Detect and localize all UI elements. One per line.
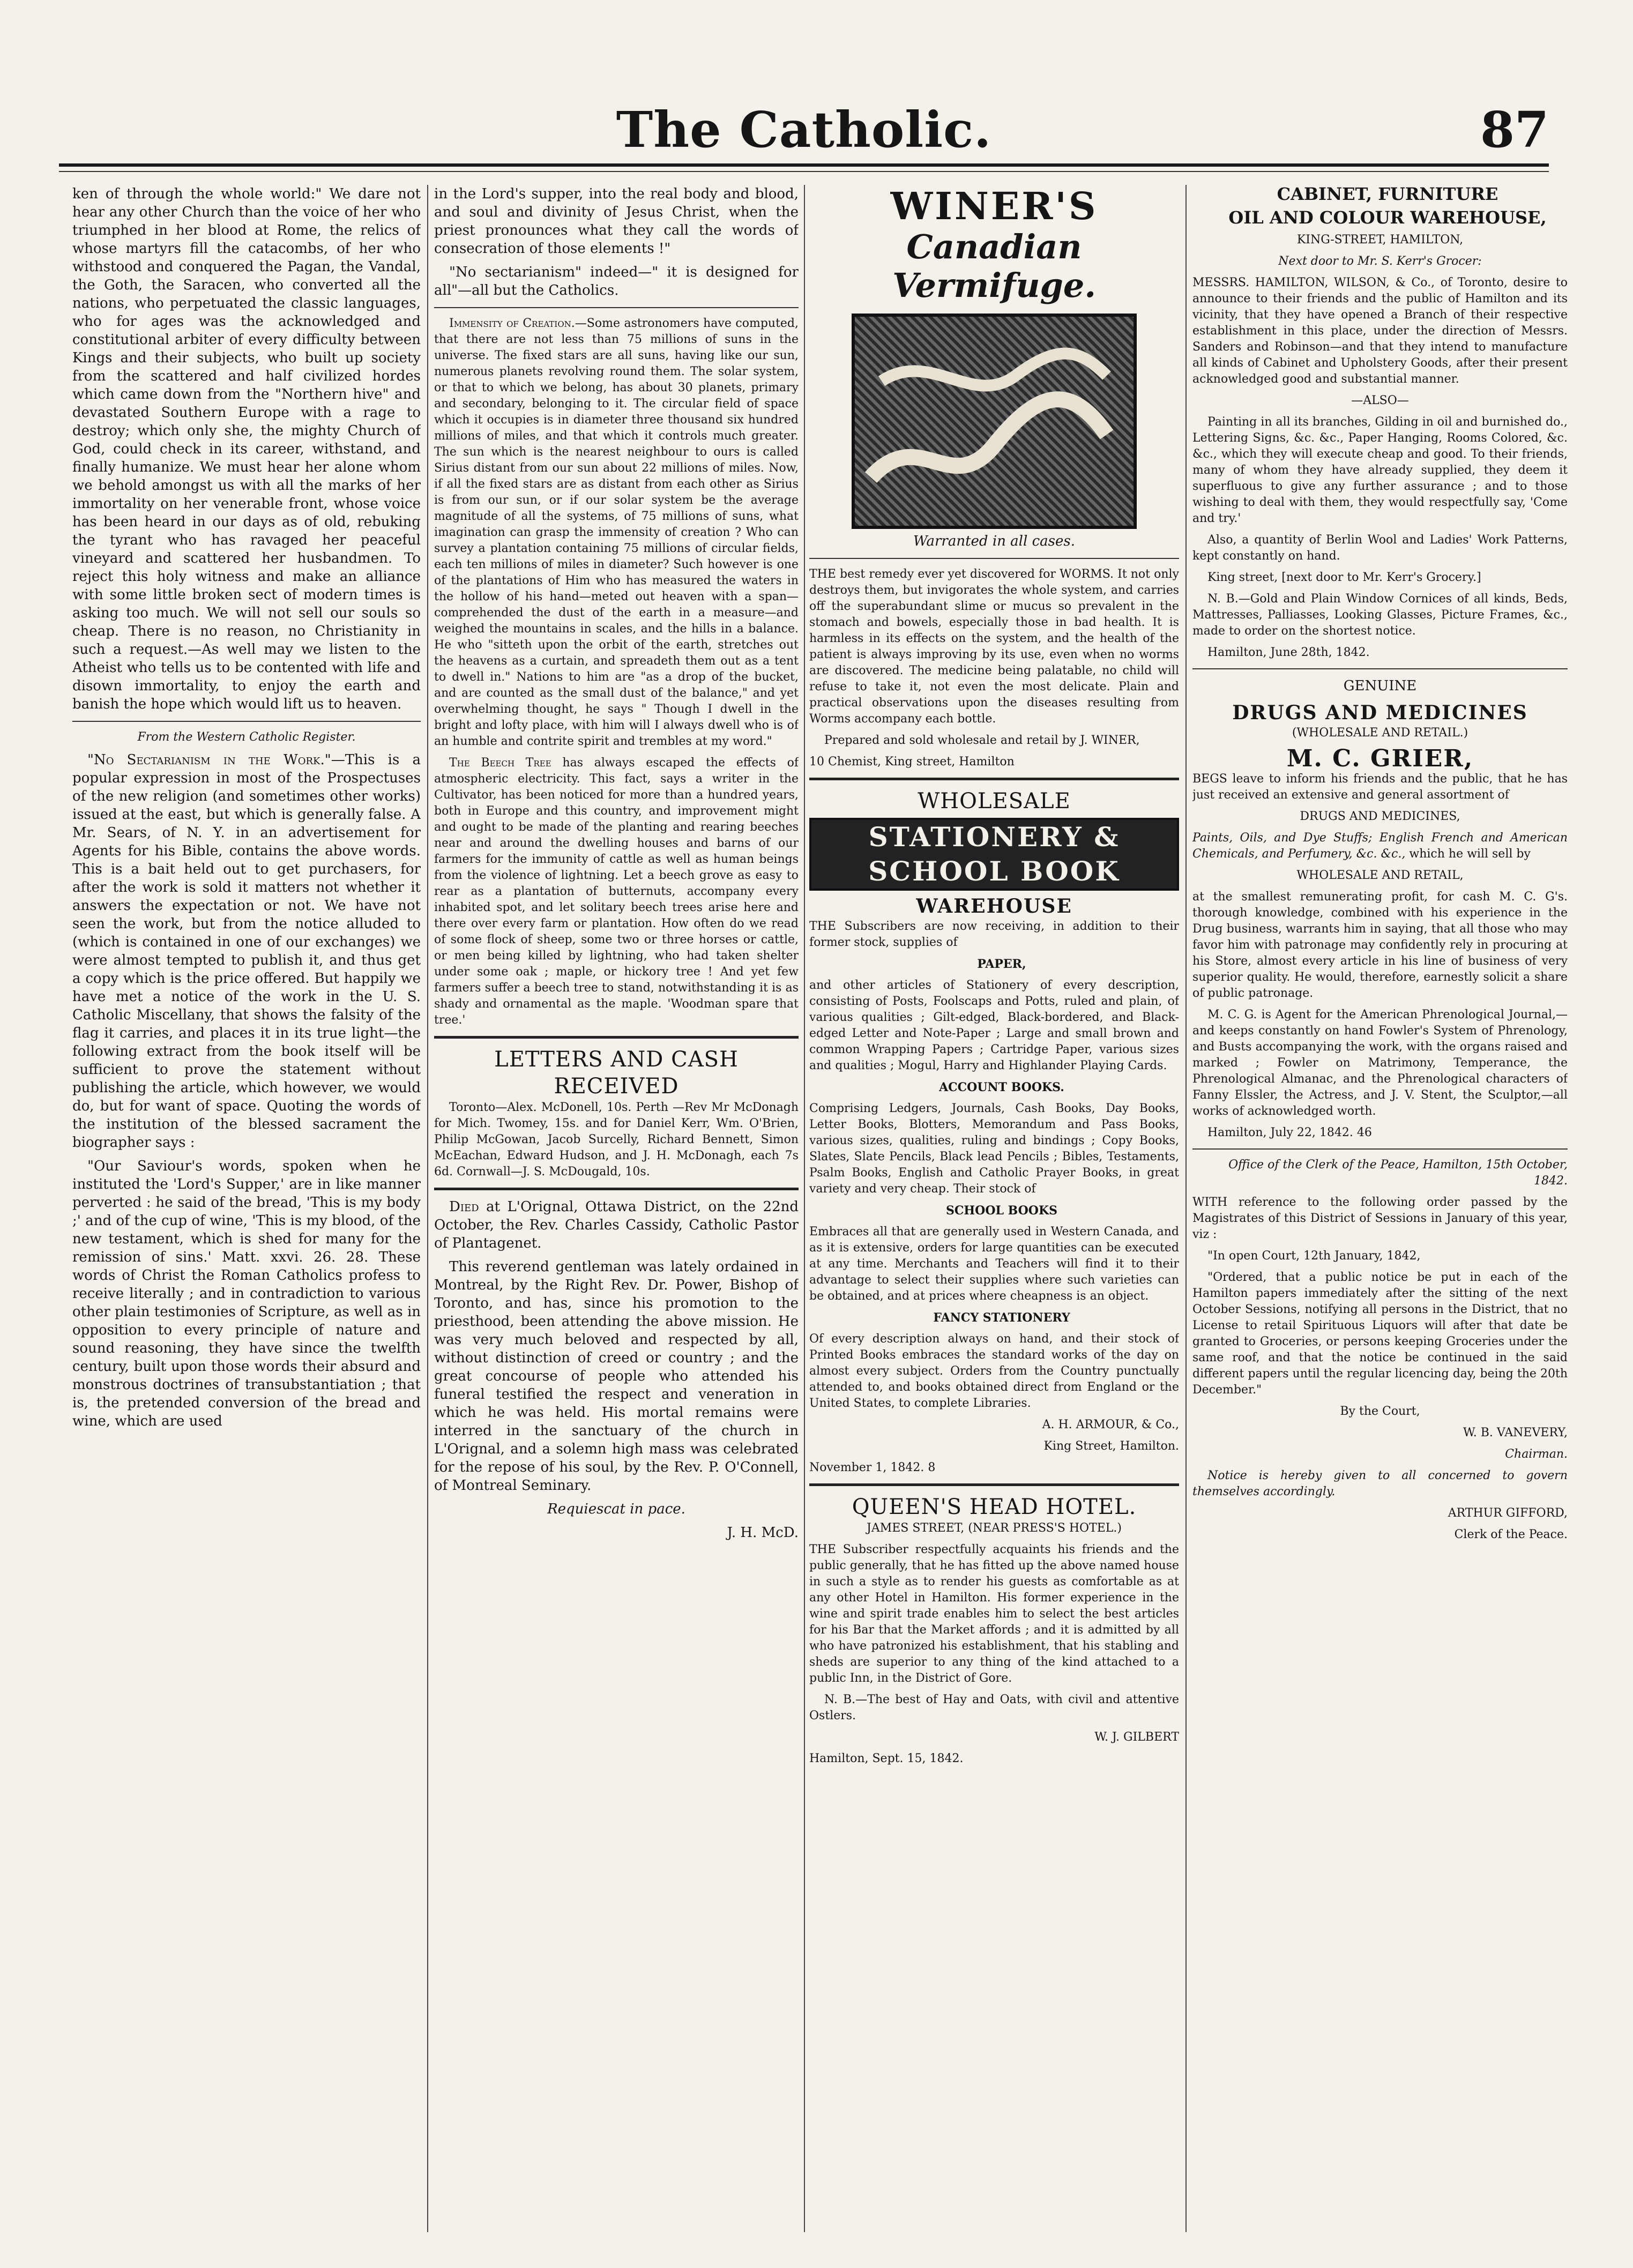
divider [434,307,799,308]
ad-body: M. C. G. is Agent for the American Phrenological Journal,—and keeps constantly on hand Fowler's System of Phrenology, and Busts accompanying the work, with the organs raised and marked ; Fowler on Matrimony, Temperance, the Phrenological Almanac, and the Phrenological characters of Fanny Elssler, the Actress, and J. V. Stent, the Sculptor,—all works of acknowledged worth. [1192,1008,1568,1118]
ad-body: MESSRS. HAMILTON, WILSON, & Co., of Toronto, desire to announce to their friends and the public of Hamilton and its vicinity, that they have opened a Branch of their respective establishment in this place, under the direction of Messrs. Sanders and Robinson—and that they intend to manufacture all kinds of Cabinet and Upholstery Goods, after their present acknowledged good and substantial manner. [1192,276,1568,386]
section-heading: LETTERS AND CASH RECEIVED [494,1047,739,1099]
article-text [72,751,421,1152]
ad-subtitle: Canadian Vermifuge. [892,227,1096,305]
column-3 [809,185,1179,2232]
article-text [434,755,799,1028]
letters-list: Toronto—Alex. McDonell, 10s. Perth —Rev Mr McDonagh for Mich. Twomey, 15s. and for Daniel Kerr, Wm. O'Brien, Philip McGowan, Jacob Surcelly, Richard Bennett, Simon McEachan, Edward Hudson, and J. H. McDonagh, each 7s 6d. Cornwall—J. S. McDougald, 10s. [434,1101,799,1178]
article-lead: "No Sectarianism in the Work." [87,752,331,768]
ad-body: Also, a quantity of Berlin Wool and Ladies' Work Patterns, kept constantly on hand. [1192,533,1568,563]
ad-heading: CABINET, FURNITURE [1277,185,1498,204]
masthead-rule [59,171,1549,172]
article-quote: "Our Saviour's words, spoken when he instituted the 'Lord's Supper,' are in like manner perverted : he said of the bread, 'This is my body ;' and of the cup of wine, 'This is my blood, of the new testament, which is shed for many for the remission of sins.' Matt. xxvi. 26. 28. These words of Christ the Roman Catholics profess to receive literally ; and in contradiction to various other plain testimonies of Scripture, as well as in opposition to every principle of nature and sound reasoning, they have since the twelfth century, built upon those words their absurd and monstrous doctrines of transubstantiation ; that is, the pretended conversion of the bread and wine, which are used [72,1158,421,1429]
ad-subheading: SCHOOL BOOKS [946,1204,1057,1218]
article-body: has always escaped the effects of atmospheric electricity. This fact, says a writer in the Cultivator, has been noticed for more than a hundred years, both in Europe and this country, and improvement might and ought to be made of the planting and rearing beeches near and around the dwelling houses and barns of our farmers for the immunity of cattle as well as human beings from the violence of lightning. Let a beech grove as easy to rear as a plantation of butternuts, accompany every inhabited spot, and let solitary beech trees arise here and there over every farm or plantation. How often do we read of some flock of sheep, some two or three horses or cattle, or men being killed by lightning, who had taken shelter under some oak ; maple, or hickory tree ! And yet few farmers suffer a beech tree to stand, notwithstanding it is as shady and ornamental as the maple. 'Woodman spare that tree.' [434,756,799,1027]
ad-heading: WAREHOUSE [916,895,1072,917]
notice-body: WITH reference to the following order passed by the Magistrates of this District of Sessions in January of this year, viz : [1192,1196,1568,1241]
notice-body: "Ordered, that a public notice be put in each of the Hamilton papers immediately after the sitting of the next October Sessions, notifying all persons in the District, that no License to retail Spirituous Liquors will after that date be granted to Groceries, or persons keeping Groceries under the same roof, and that the notice be continued in the said different papers until the regular licencing day, being the 20th December." [1192,1271,1568,1397]
divider [434,1188,799,1190]
obituary-text [434,1198,799,1252]
ad-body: BEGS leave to inform his friends and the public, that he has just received an extensive and general assortment of [1192,772,1568,802]
page-title: The Catholic. [616,101,992,159]
article-text: ken of through the whole world:" We dare not hear any other Church than the voice of her who triumphed in her blood at Rome, the relics of whose martyrs fill the catacombs, of her who withstood and conquered the Pagan, the Vandal, the Goth, the Saracen, who converted all the nations, who perpetuated the classic languages, who for ages was the acknowledged and constitutional arbiter of every difficulty between Kings and their subjects, who built up society from the scattered and half civilized hordes which came down from the "Northern hive" and devastated Southern Europe with a rage to destroy; which only she, the mighty Church of God, could check in its career, withstand, and finally humanize. We must hear her alone whom we behold amongst us with all the marks of her immortality on her venerable front, whose voice has been heard in our days as of old, rebuking the tyrant who has ravaged her peaceful vineyard and scattered her husbandmen. To reject this holy witness and make an alliance with some little broken sect of modern times is asking too much. We will not sell our souls so cheap. There is no reason, no Christianity in such a request.—As well may we listen to the Atheist who tells us to be contented with life and disown immortality, to enjoy the earth and banish the hope which would lift us to heaven. [72,186,421,712]
divider [1192,1148,1568,1150]
ad-subheading: DRUGS AND MEDICINES, [1300,810,1460,823]
ad-body: at the smallest remunerating profit, for cash M. C. G's. thorough knowledge, combined with his experience in the Drug business, warrants him in saying, that all those who may favor him with patronage may confidently rely in procuring at his Store, almost every article in his line of business of very superior quality. He would, therefore, earnestly solicit a share of public patronage. [1192,890,1568,1000]
notice-signature: W. B. VANEVERY, [1463,1426,1568,1439]
signature: J. H. McD. [727,1525,799,1541]
ad-heading: DRUGS AND MEDICINES [1232,702,1528,724]
ad-banner: STATIONERY & SCHOOL BOOK [809,818,1179,891]
ad-body: Embraces all that are generally used in Western Canada, and as it is extensive, orders for large quantities can be executed at any time. Merchants and Teachers will find it to their advantage to select their supplies where such varieties can be obtained, and at prices where cheapness is an object. [809,1225,1179,1303]
ad-date: November 1, 1842. 8 [809,1461,936,1474]
obituary-text: This reverend gentleman was lately ordained in Montreal, by the Right Rev. Dr. Power, Bishop of Toronto, and has, since his promotion to the priesthood, been attending the above mission. He was very much beloved and respected by all, without distinction of creed or country ; and the great concourse of people who attended his funeral testified the respect and veneration in which he was held. His mortal remains were interred in the sanctuary of the church in L'Orignal, and a solemn high mass was celebrated for the repose of his soul, by the Rev. P. O'Connell, of Montreal Seminary. [434,1259,799,1494]
ad-title: WINER'S [890,185,1098,228]
divider [809,1483,1179,1486]
divider [1192,668,1568,669]
ad-body: King street, [next door to Mr. Kerr's Grocery.] [1207,571,1481,584]
article-source: From the Western Catholic Register. [137,730,356,744]
ad-heading: OIL AND COLOUR WAREHOUSE, [1228,207,1547,228]
page-number: 87 [1480,101,1549,159]
column-4 [1192,185,1568,2232]
ad-date: Hamilton, July 22, 1842. 46 [1207,1126,1372,1139]
ad-body: Prepared and sold wholesale and retail by J. WINER, [824,734,1140,747]
ad-signature: W. J. GILBERT [1094,1730,1179,1744]
ad-subheading: FANCY STATIONERY [933,1311,1070,1325]
ad-subheading: KING-STREET, HAMILTON, [1296,233,1464,247]
ad-address: King Street, Hamilton. [1043,1439,1179,1453]
ad-subheading: —ALSO— [1351,394,1409,407]
article-lead: Immensity of Creation. [449,317,575,330]
ad-subheading: (WHOLESALE AND RETAIL.) [1292,726,1468,740]
ad-subheading: ACCOUNT BOOKS. [939,1080,1064,1094]
divider [434,1036,799,1039]
divider [809,558,1179,559]
notice-body: By the Court, [1340,1405,1420,1418]
article-body: at L'Orignal, Ottawa District, on the 22nd October, the Rev. Charles Cassidy, Catholic Pastor of Plantagenet. [434,1199,799,1251]
worm-icon [855,317,1127,519]
notice-signature: ARTHUR GIFFORD, [1448,1506,1568,1520]
ad-signature: A. H. ARMOUR, & Co., [1042,1418,1179,1431]
ad-body: THE best remedy ever yet discovered for WORMS. It not only destroys them, but invigorates the whole system, and carries off the superabundant slime or mucus so prevalent in the stomach and bowels, especially those in bad health. It is harmless in its effects on the system, and the health of the patient is always improving by its use, even when no worms are discovered. The medicine being palatable, no child will refuse to take it, not even the most delicate. Plain and practical observations upon the diseases resulting from Worms accompany each bottle. [809,568,1179,726]
ad-heading: GENUINE [1343,678,1417,694]
ad-body: THE Subscriber respectfully acquaints his friends and the public generally, that he has fitted up the above named house in such a style as to render his guests as comfortable as at any other Hotel in Hamilton. His former experience in the wine and spirit trade enables him to select the best articles for his Bar that the Market affords ; and it is admitted by all who have patronized his establishment, that his stabling and sheds are superior to any thing of the kind attached to a public Inn, in the District of Gore. [809,1543,1179,1685]
column-divider [1185,185,1187,2232]
ad-body: N. B.—Gold and Plain Window Cornices of all kinds, Beds, Mattresses, Palliasses, Looking Glasses, Picture Frames, &c., made to order on the shortest notice. [1192,592,1568,638]
divider [72,721,421,722]
ad-body: Painting in all its branches, Gilding in oil and burnished do., Lettering Signs, &c. &c., Paper Hanging, Rooms Colored, &c. &c., which they will execute cheap and good. To their friends, many of whom they have already supplied, they deem it superfluous to give any further assurance ; and to those wishing to deal with them, they would respectfully say, 'Come and try.' [1192,415,1568,525]
ad-text: which he will sell by [1409,847,1531,861]
ad-subheading: WHOLESALE AND RETAIL, [1296,869,1464,882]
column-divider [804,185,805,2232]
divider [809,778,1179,780]
ad-italic: Paints, Oils, and Dye Stuffs; English French and American Chemicals, and Perfumery, &c. &c., [1192,831,1568,861]
article-text [434,316,799,750]
article-body: —Some astronomers have computed, that there are not less than 75 millions of suns in the universe. The fixed stars are all suns, having like our sun, numerous planets revolving round them. The solar system, or that to which we belong, has about 30 planets, primary and secondary, belonging to it. The circular field of space which it occupies is in diameter three thousand six hundred millions of miles, and that which it controls much greater. The sun which is the nearest neighbour to ours is called Sirius distant from our sun about 22 millions of miles. Now, if all the fixed stars are as distant from each other as Sirius is from our sun, or if our solar system be the average magnitude of all the systems, of 75 millions of suns, what imagination can grasp the immensity of creation ? Who can survey a plantation containing 75 millions of circular fields, each ten millions of miles in diameter? Such however is one of the plantations of Him who has measured the waters in the hollow of his hand—meted out heaven with a span—comprehended the dust of the earth in a measure—and weighed the mountains in scales, and the hills in a balance. He who "sitteth upon the orbit of the earth, stretches out the heavens as a curtain, and spreadeth them out as a tent to dwell in." Nations to him are "as a drop of the bucket, and are counted as the small dust of the balance," and yet overwhelming thought, he says " Though I dwell in the bright and lofty place, with him will I always dwell who is of an humble and contrite spirit and trembles at my word." [434,317,799,748]
ad-heading: WHOLESALE [918,789,1071,814]
notice-title: Clerk of the Peace. [1454,1528,1568,1541]
article-text: "No sectarianism" indeed—" it is designed for all"—all but the Catholics. [434,264,799,299]
ad-date: Hamilton, Sept. 15, 1842. [809,1752,964,1765]
article-text: in the Lord's supper, into the real body and blood, and soul and divinity of Jesus Christ, when the priest pronounces what they call the words of consecration of those elements !" [434,186,799,257]
notice-body: "In open Court, 12th January, 1842, [1207,1249,1421,1263]
ad-subheading: Next door to Mr. S. Kerr's Grocer: [1278,255,1482,268]
ad-body: THE Subscribers are now receiving, in addition to their former stock, supplies of [809,920,1179,949]
notice-heading: Office of the Clerk of the Peace, Hamilton, 15th October, 1842. [1228,1158,1568,1188]
ad-body: Comprising Ledgers, Journals, Cash Books, Day Books, Letter Books, Blotters, Memorandum and Pass Books, various sizes, qualities, ruling and bindings ; Copy Books, Slates, Slate Pencils, Black lead Pencils ; Bibles, Testaments, Psalm Books, English and Catholic Prayer Books, in great variety and very cheap. Their stock of [809,1102,1179,1196]
ad-body: N. B.—The best of Hay and Oats, with civil and attentive Ostlers. [809,1693,1179,1722]
notice-title: Chairman. [1505,1448,1568,1461]
column-1 [72,185,421,2232]
requiescat: Requiescat in pace. [547,1501,685,1517]
ad-caption: Warranted in all cases. [913,533,1075,549]
ad-subheading: JAMES STREET, (NEAR PRESS'S HOTEL.) [867,1521,1122,1535]
ad-body: Of every description always on hand, and their stock of Printed Books embraces the standard works of the day on almost every subject. Orders from the Country punctually attended to, and books obtained direct from England or the United States, to complete Libraries. [809,1332,1179,1410]
ad-body [1192,830,1568,862]
ad-body: and other articles of Stationery of every description, consisting of Posts, Foolscaps and Potts, ruled and plain, of various qualities ; Gilt-edged, Black-bordered, and Black-edged Letter and Note-Paper ; Large and small brown and common Wrapping Papers ; Cartridge Paper, various sizes and qualities ; Mogul, Harry and Highlander Playing Cards. [809,979,1179,1072]
article-lead: The Beech Tree [449,756,551,770]
column-2 [434,185,799,2232]
ad-heading: QUEEN'S HEAD HOTEL. [852,1495,1137,1519]
ad-subheading: PAPER, [977,957,1026,971]
ad-heading: M. C. GRIER, [1286,745,1474,772]
notice-body: Notice is hereby given to all concerned to govern themselves accordingly. [1192,1469,1568,1498]
article-lead: Died [449,1199,479,1215]
ad-address: 10 Chemist, King street, Hamilton [809,755,1015,769]
article-body: —This is a popular expression in most of the Prospectuses of the new religion (and sometimes other works) issued at the east, but which is generally false. A Mr. Sears, of N. Y. in an advertisement for Agents for his Bible, contains the above words. This is a bait held out to get purchasers, for after the work is sold it matters not whether it answers the expectation or not. We have not seen the work, but from the notice alluded to (which is contained in one of our exchanges) we were almost tempted to publish it, and thus get a copy which is the price offered. But happily we have met a notice of the work in the U. S. Catholic Miscellany, that shows the falsity of the flag it carries, and places it in its true light—the following extract from the book itself will be sufficient to prove the statement without publishing the article, which however, we would do, but for want of space. Quoting the words of the institution of the blessed sacrament the biographer says : [72,752,421,1151]
column-divider [427,185,428,2232]
ad-date: Hamilton, June 28th, 1842. [1207,646,1370,659]
worm-illustration [852,314,1137,529]
masthead [59,91,1549,167]
